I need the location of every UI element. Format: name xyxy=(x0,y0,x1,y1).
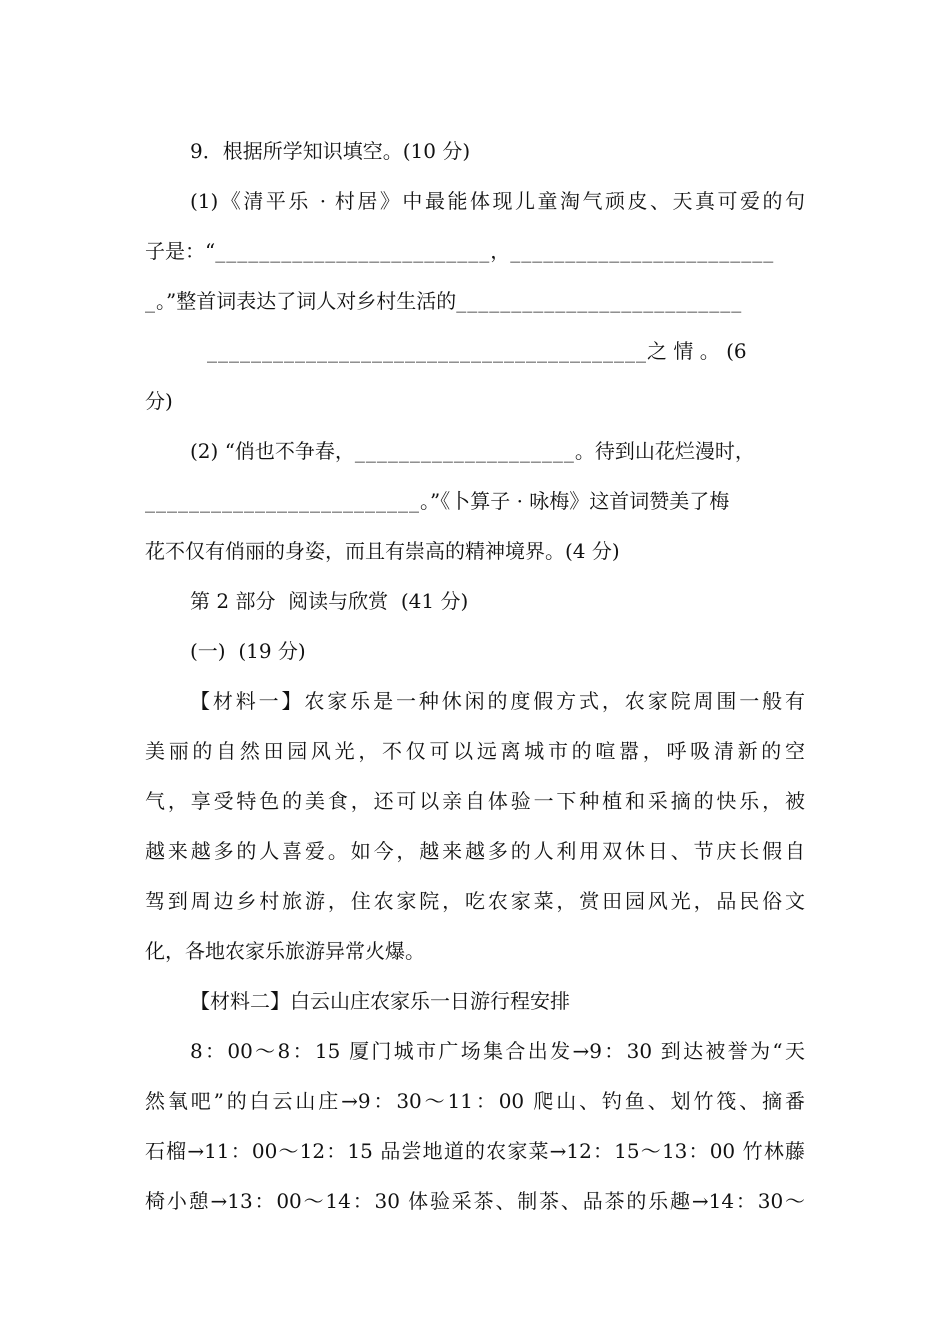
answer-blank[interactable]: ________________________ xyxy=(510,239,775,263)
itinerary-line: 然氧吧”的白云山庄→9：30～11：00 爬山、钓鱼、划竹筏、摘番 xyxy=(145,1089,805,1113)
material1-line: 越来越多的人喜爱。如今，越来越多的人利用双休日、节庆长假自 xyxy=(145,839,805,863)
question-9-title: 9．根据所学知识填空。(10 分) xyxy=(190,139,471,163)
text-fragment: ， xyxy=(490,239,511,263)
text-fragment: 。”《卜算子 · 咏梅》这首词赞美了梅 xyxy=(420,489,730,513)
material1-last-line: 化，各地农家乐旅游异常火爆。 xyxy=(145,939,425,963)
material1-line: 气，享受特色的美食，还可以亲自体验一下种植和采摘的快乐，被 xyxy=(145,789,805,813)
itinerary-line: 椅小憩→13：00～14：30 体验采茶、制茶、品茶的乐趣→14：30～ xyxy=(145,1189,805,1213)
text-fragment: 子是：“ xyxy=(145,239,216,263)
question-9-part2-line3: 花不仅有俏丽的身姿，而且有崇高的精神境界。(4 分) xyxy=(145,539,620,563)
itinerary-line: 8：00～8：15 厦门城市广场集合出发→9：30 到达被誉为“天 xyxy=(190,1039,805,1063)
answer-blank[interactable]: _ xyxy=(145,289,156,313)
text-fragment: 。”整首词表达了词人对乡村生活的 xyxy=(156,289,457,313)
part-2-heading: 第 2 部分 阅读与欣赏 (41 分) xyxy=(190,589,469,613)
text-fragment: (2) “俏也不争春， xyxy=(190,439,355,463)
text-fragment: 之 情 。 (6 xyxy=(647,339,747,363)
material1-line: 美丽的自然田园风光，不仅可以远离城市的喧嚣，呼吸清新的空 xyxy=(145,739,805,763)
material2-title: 【材料二】白云山庄农家乐一日游行程安排 xyxy=(190,989,570,1013)
itinerary-line: 石榴→11：00～12：15 品尝地道的农家菜→12：15～13：00 竹林藤 xyxy=(145,1139,805,1163)
question-9-part1-line5: 分) xyxy=(145,389,173,413)
material1-line: 驾到周边乡村旅游，住农家院，吃农家菜，赏田园风光，品民俗文 xyxy=(145,889,805,913)
answer-blank[interactable]: ____________________ xyxy=(354,439,575,463)
answer-blank[interactable]: _________________________ xyxy=(145,489,420,513)
question-9-part1-line2 xyxy=(145,236,774,266)
answer-blank[interactable]: ________________________________________ xyxy=(207,339,647,363)
answer-blank[interactable]: _________________________ xyxy=(215,239,491,263)
section-1-heading: (一) (19 分) xyxy=(190,639,306,663)
material1-line: 【材料一】农家乐是一种休闲的度假方式，农家院周围一般有 xyxy=(190,689,805,713)
question-9-part1-line4 xyxy=(207,336,747,366)
question-9-part1-line3 xyxy=(145,286,742,316)
text-fragment: 。待到山花烂漫时， xyxy=(574,439,755,463)
answer-blank[interactable]: __________________________ xyxy=(456,289,743,313)
question-9-part2-line2 xyxy=(145,486,729,516)
question-9-part2-line1 xyxy=(190,436,755,466)
question-9-part1-line1: (1)《清平乐 · 村居》中最能体现儿童淘气顽皮、天真可爱的句 xyxy=(190,189,805,213)
